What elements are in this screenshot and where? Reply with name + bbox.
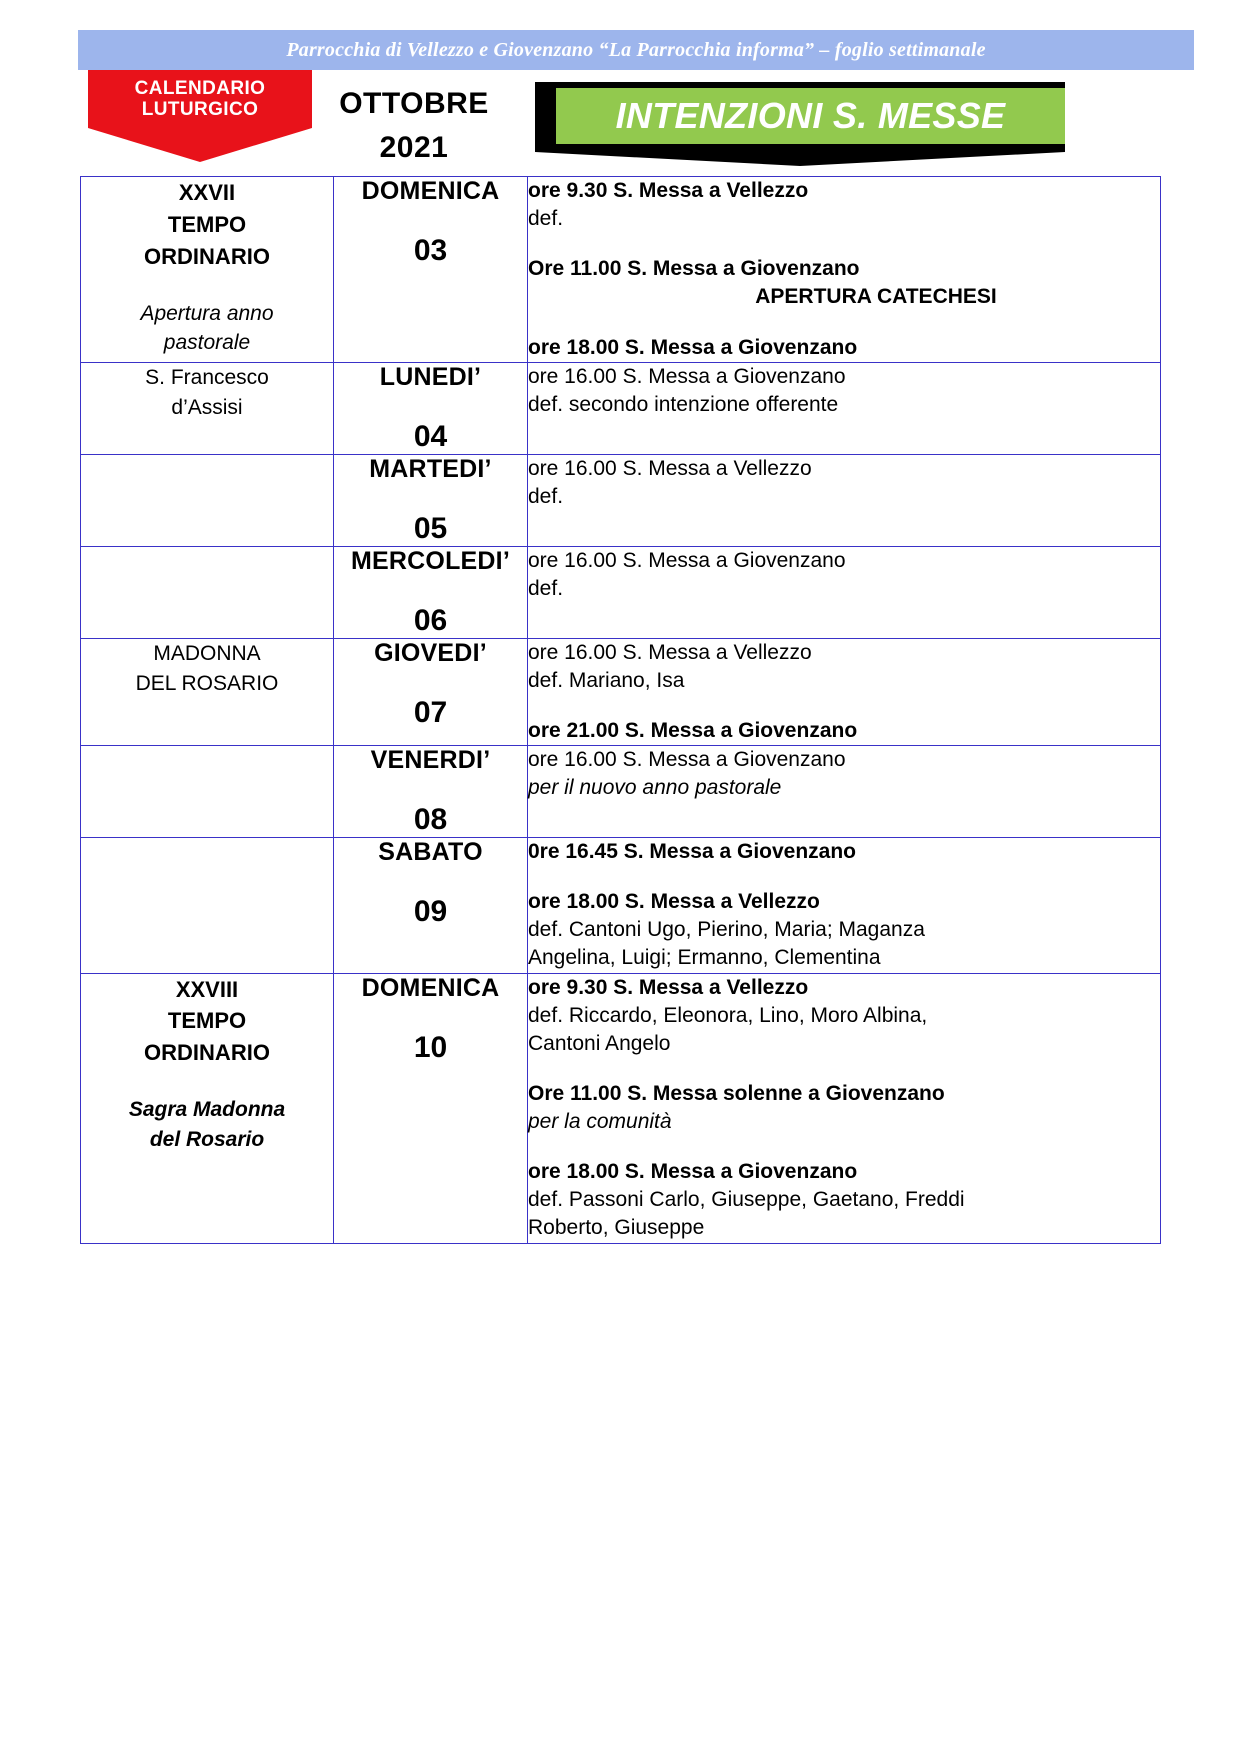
day-cell bbox=[334, 638, 528, 745]
mass-line: ore 16.00 S. Messa a Giovenzano bbox=[528, 748, 846, 771]
mass-intentions-cell bbox=[528, 362, 1161, 454]
day-cell bbox=[334, 973, 528, 1243]
calendar-badge-body bbox=[88, 70, 312, 128]
mass-line: Ore 11.00 S. Messa a Giovenzano bbox=[528, 257, 860, 281]
mass-spacer bbox=[528, 1058, 1160, 1080]
mass-line: ore 16.00 S. Messa a Giovenzano bbox=[528, 548, 846, 572]
day-name: MERCOLEDI’ bbox=[351, 546, 510, 575]
season-title: MADONNA DEL ROSARIO bbox=[135, 641, 279, 696]
mass-intentions-cell bbox=[528, 638, 1161, 745]
mass-intentions-cell bbox=[528, 546, 1161, 638]
mass-line: ore 18.00 S. Messa a Vellezzo bbox=[528, 890, 820, 914]
season-cell bbox=[81, 638, 334, 745]
intentions-banner-text: INTENZIONI S. MESSE bbox=[615, 95, 1006, 136]
season-cell bbox=[81, 454, 334, 546]
mass-intentions-cell bbox=[528, 177, 1161, 363]
mass-line: 0re 16.45 S. Messa a Giovenzano bbox=[528, 840, 857, 863]
table-row bbox=[81, 746, 1161, 838]
mass-line: def. bbox=[528, 576, 564, 600]
parish-banner-text: Parrocchia di Vellezzo e Giovenzano “La Parrocchia informa” – foglio settimanale bbox=[286, 38, 986, 61]
parish-banner bbox=[78, 30, 1194, 70]
season-cell bbox=[81, 362, 334, 454]
day-cell bbox=[334, 746, 528, 838]
season-subtitle: Apertura anno pastorale bbox=[140, 301, 274, 355]
mass-line: def. Cantoni Ugo, Pierino, Maria; Maganza bbox=[528, 918, 925, 942]
day-cell bbox=[334, 838, 528, 974]
season-subtitle: Sagra Madonna del Rosario bbox=[128, 1098, 286, 1151]
day-name: SABATO bbox=[378, 838, 483, 866]
mass-line: Ore 11.00 S. Messa solenne a Giovenzano bbox=[528, 1081, 945, 1105]
calendar-badge bbox=[88, 70, 312, 162]
mass-line: ore 18.00 S. Messa a Giovenzano bbox=[528, 1160, 858, 1184]
mass-line: Cantoni Angelo bbox=[528, 1031, 671, 1055]
table-row bbox=[81, 638, 1161, 745]
mass-line: per il nuovo anno pastorale bbox=[528, 776, 782, 800]
day-number: 05 bbox=[413, 511, 448, 545]
mass-line: APERTURA CATECHESI bbox=[755, 285, 997, 309]
mass-intentions-cell bbox=[528, 746, 1161, 838]
day-number: 07 bbox=[413, 695, 448, 729]
mass-line: def. secondo intenzione offerente bbox=[528, 392, 839, 416]
year-label: 2021 bbox=[379, 130, 449, 164]
day-number: 09 bbox=[413, 895, 448, 928]
calendar-badge-line2: LUTURGICO bbox=[141, 99, 259, 120]
mass-line: Roberto, Giuseppe bbox=[528, 1216, 705, 1240]
day-cell bbox=[334, 454, 528, 546]
month-label: OTTOBRE bbox=[339, 87, 489, 120]
day-name: GIOVEDI’ bbox=[374, 638, 487, 667]
season-cell bbox=[81, 546, 334, 638]
day-name: MARTEDI’ bbox=[369, 454, 492, 483]
mass-line: Angelina, Luigi; Ermanno, Clementina bbox=[528, 946, 881, 970]
season-title: S. Francesco d’Assisi bbox=[145, 365, 269, 420]
day-number: 10 bbox=[413, 1030, 448, 1064]
mass-line: ore 16.00 S. Messa a Vellezzo bbox=[528, 456, 812, 480]
season-cell bbox=[81, 973, 334, 1243]
mass-intentions-cell bbox=[528, 838, 1161, 974]
day-cell bbox=[334, 177, 528, 363]
table-row bbox=[81, 546, 1161, 638]
mass-spacer bbox=[528, 312, 1160, 334]
mass-line: def. bbox=[528, 484, 564, 508]
mass-line: ore 18.00 S. Messa a Giovenzano bbox=[528, 335, 858, 359]
mass-intentions-cell bbox=[528, 973, 1161, 1243]
mass-line: ore 9.30 S. Messa a Vellezzo bbox=[528, 179, 809, 202]
mass-line: ore 9.30 S. Messa a Vellezzo bbox=[528, 975, 809, 999]
day-name: DOMENICA bbox=[361, 973, 500, 1002]
table-row bbox=[81, 362, 1161, 454]
mass-line: def. Riccardo, Eleonora, Lino, Moro Albina, bbox=[528, 1003, 928, 1027]
liturgical-calendar-table bbox=[80, 176, 1161, 1244]
season-cell bbox=[81, 746, 334, 838]
down-arrow-icon bbox=[88, 128, 312, 162]
day-cell bbox=[334, 362, 528, 454]
mass-spacer bbox=[528, 866, 1160, 888]
day-name: DOMENICA bbox=[361, 177, 500, 205]
mass-line: def. bbox=[528, 207, 564, 231]
intentions-banner bbox=[535, 82, 1065, 167]
mass-line: ore 16.00 S. Messa a Giovenzano bbox=[528, 364, 846, 388]
day-number: 03 bbox=[413, 234, 448, 267]
season-cell bbox=[81, 177, 334, 363]
day-name: VENERDI’ bbox=[370, 746, 491, 774]
mass-line: per la comunità bbox=[528, 1110, 672, 1133]
mass-intentions-cell bbox=[528, 454, 1161, 546]
mass-spacer bbox=[528, 1136, 1160, 1158]
table-row bbox=[81, 973, 1161, 1243]
table-row bbox=[81, 177, 1161, 363]
day-name: LUNEDI’ bbox=[379, 362, 482, 391]
mass-line: ore 21.00 S. Messa a Giovenzano bbox=[528, 718, 858, 742]
day-number: 06 bbox=[413, 603, 448, 637]
mass-line: def. Mariano, Isa bbox=[528, 668, 685, 692]
calendar-badge-line1: CALENDARIO bbox=[134, 77, 266, 99]
mass-line: ore 16.00 S. Messa a Vellezzo bbox=[528, 640, 812, 664]
day-number: 04 bbox=[413, 419, 448, 453]
season-cell bbox=[81, 838, 334, 974]
day-number: 08 bbox=[413, 803, 448, 836]
intentions-banner-pennant-icon bbox=[535, 152, 1065, 166]
season-title: XXVIII TEMPO ORDINARIO bbox=[144, 976, 270, 1066]
mass-spacer bbox=[528, 233, 1160, 255]
mass-spacer bbox=[528, 695, 1160, 717]
day-cell bbox=[334, 546, 528, 638]
season-title: XXVII TEMPO ORDINARIO bbox=[144, 180, 270, 269]
table-row bbox=[81, 454, 1161, 546]
intentions-banner-body bbox=[556, 88, 1065, 144]
table-row bbox=[81, 838, 1161, 974]
mass-line: def. Passoni Carlo, Giuseppe, Gaetano, Freddi bbox=[528, 1188, 965, 1212]
month-title-block bbox=[318, 82, 510, 169]
